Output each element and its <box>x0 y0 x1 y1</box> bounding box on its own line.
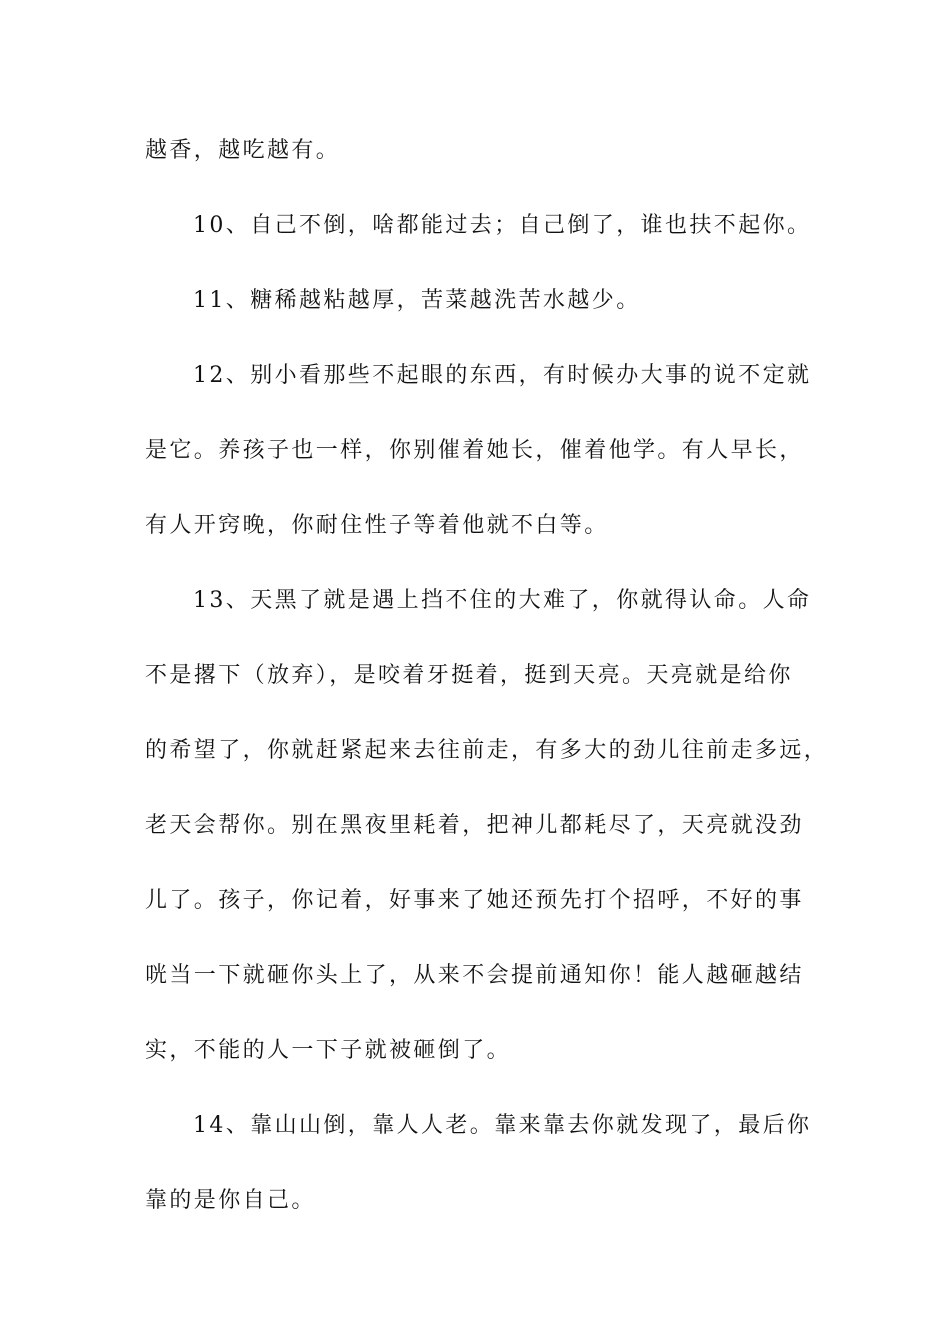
text-line: 是它。养孩子也一样，你别催着她长，催着他学。有人早长， <box>145 438 804 463</box>
text-line: 13、天黑了就是遇上挡不住的大难了，你就得认命。人命 <box>193 588 812 613</box>
text-line: 12、别小看那些不起眼的东西，有时候办大事的说不定就 <box>193 363 812 388</box>
text-line: 靠的是你自己。 <box>145 1188 316 1213</box>
text-line: 越香，越吃越有。 <box>145 138 341 163</box>
text-line: 不是撂下（放弃），是咬着牙挺着，挺到天亮。天亮就是给你 <box>145 663 793 688</box>
text-line: 咣当一下就砸你头上了，从来不会提前通知你！能人越砸越结 <box>145 963 804 988</box>
text-line: 有人开窍晚，你耐住性子等着他就不白等。 <box>145 513 609 538</box>
text-line: 老天会帮你。别在黑夜里耗着，把神儿都耗尽了，天亮就没劲 <box>145 813 804 838</box>
text-line: 的希望了，你就赶紧起来去往前走，有多大的劲儿往前走多远， <box>145 738 829 763</box>
text-line: 10、自己不倒，啥都能过去；自己倒了，谁也扶不起你。 <box>193 213 812 238</box>
text-line: 14、靠山山倒，靠人人老。靠来靠去你就发现了，最后你 <box>193 1113 812 1138</box>
text-line: 实，不能的人一下子就被砸倒了。 <box>145 1038 512 1063</box>
text-line: 儿了。孩子，你记着，好事来了她还预先打个招呼，不好的事 <box>145 888 804 913</box>
text-line: 11、糖稀越粘越厚，苦菜越洗苦水越少。 <box>193 288 641 313</box>
